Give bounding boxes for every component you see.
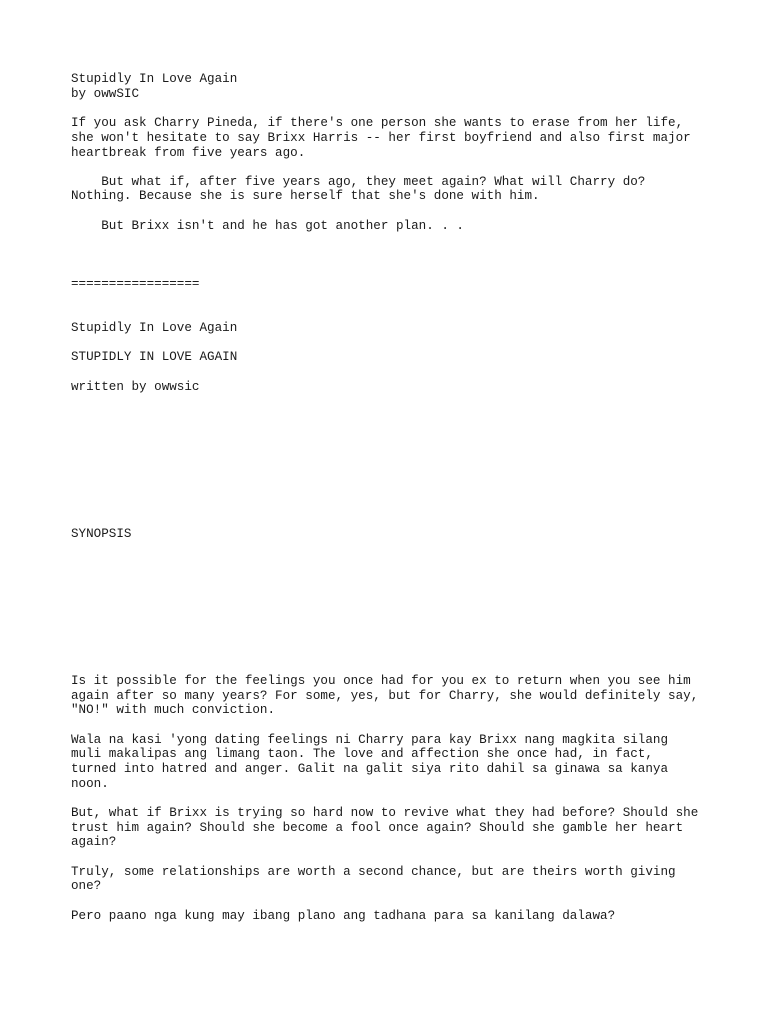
synopsis-line: trust him again? Should she become a fool once again? Should she gamble her heart: [71, 821, 684, 835]
blurb-line: heartbreak from five years ago.: [71, 146, 306, 160]
blurb-line: If you ask Charry Pineda, if there's one person she wants to erase from her life,: [71, 116, 684, 130]
synopsis-line: Is it possible for the feelings you once had for you ex to return when you see him: [71, 674, 691, 688]
synopsis-line: noon.: [71, 777, 109, 791]
blurb-line: But what if, after five years ago, they meet again? What will Charry do?: [71, 175, 646, 189]
synopsis-heading: SYNOPSIS: [71, 527, 132, 541]
document-byline: by owwSIC: [71, 87, 140, 101]
synopsis-line: one?: [71, 879, 102, 893]
synopsis-line: turned into hatred and anger. Galit na galit siya rito dahil sa ginawa sa kanya: [71, 762, 669, 776]
synopsis-line: muli makalipas ang limang taon. The love and affection she once had, in fact,: [71, 747, 653, 761]
synopsis-line: Pero paano nga kung may ibang plano ang tadhana para sa kanilang dalawa?: [71, 909, 616, 923]
section-separator: =================: [71, 277, 200, 291]
synopsis-line: Wala na kasi 'yong dating feelings ni Charry para kay Brixx nang magkita silang: [71, 733, 669, 747]
document-title: Stupidly In Love Again: [71, 72, 238, 86]
synopsis-line: again after so many years? For some, yes, but for Charry, she would definitely say,: [71, 689, 699, 703]
synopsis-line: again?: [71, 835, 117, 849]
title-repeat: Stupidly In Love Again: [71, 321, 238, 335]
synopsis-line: Truly, some relationships are worth a second chance, but are theirs worth giving: [71, 865, 676, 879]
blurb-line: she won't hesitate to say Brixx Harris -- her first boyfriend and also first major: [71, 131, 691, 145]
blurb-line: Nothing. Because she is sure herself that she's done with him.: [71, 189, 540, 203]
synopsis-line: "NO!" with much conviction.: [71, 703, 276, 717]
synopsis-line: But, what if Brixx is trying so hard now to revive what they had before? Should she: [71, 806, 699, 820]
title-caps: STUPIDLY IN LOVE AGAIN: [71, 350, 238, 364]
author-credit: written by owwsic: [71, 380, 200, 394]
blurb-line: But Brixx isn't and he has got another plan. . .: [71, 219, 464, 233]
